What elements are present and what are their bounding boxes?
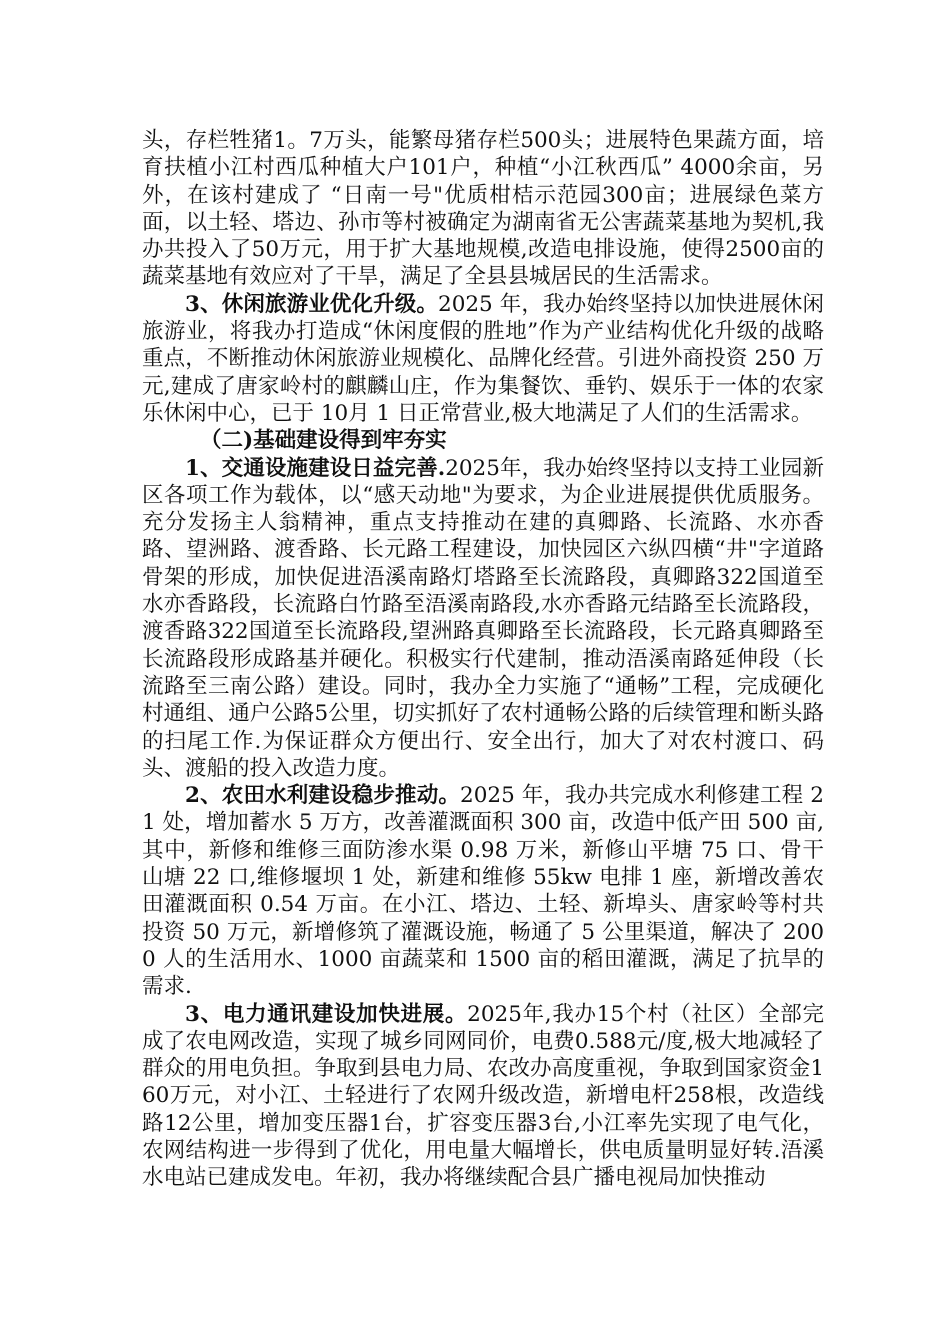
section-heading-infrastructure: （二)基础建设得到牢夯实 bbox=[200, 428, 447, 454]
paragraph-text: 头，存栏牲猪1。7万头，能繁母猪存栏500头；进展特色果蔬方面，培育扶植小江村西瓜种植大户101户，种植“小江秋西瓜” 4000余亩，另外，在该村建成了 “日南一号"优质柑桔示范园300亩；进展绿色菜方面，以土轻、塔边、孙市等村被确定为湖南省无公害蔬菜基地为契机,我办共投入了50万元，用于扩大基地规模,改造电排设施，使得2500亩的蔬菜基地有效应对了干旱，满足了全县县城居民的生活需求。 bbox=[142, 128, 824, 290]
paragraph-power-telecom bbox=[142, 1001, 824, 1192]
paragraph-transport bbox=[142, 455, 824, 783]
paragraph-lead: 3、休闲旅游业优化升级。 bbox=[185, 291, 439, 317]
paragraph-water-conservancy bbox=[142, 782, 824, 1000]
paragraph-text: 2025 年，我办始终坚持以加快进展休闲旅游业，将我办打造成“休闲度假的胜地”作为产业结构优化升级的战略重点，不断推动休闲旅游业规模化、品牌化经营。引进外商投资 250 万元,建成了唐家岭村的麒麟山庄，作为集餐饮、垂钓、娱乐于一体的农家乐休闲中心，已于 10月 1 日正常营业,极大地满足了人们的生活需求。 bbox=[142, 291, 824, 426]
paragraph-lead: 1、交通设施建设日益完善. bbox=[185, 455, 446, 481]
paragraph-livestock-fruit-vegetables bbox=[142, 127, 824, 291]
paragraph-text: 2025年,我办15个村（社区）全部完成了农电网改造，实现了城乡同网同价，电费0.588元/度,极大地减轻了群众的用电负担。争取到县电力局、农改办高度重视，争取到国家资金160万元，对小江、土轻进行了农网升级改造，新增电杆258根，改造线路12公里，增加变压器1台，扩容变压器3台,小江率先实现了电气化，农网结构进一步得到了优化，用电量大幅增长，供电质量明显好转.浯溪水电站已建成发电。年初，我办将继续配合县广播电视局加快推动 bbox=[142, 1001, 824, 1191]
paragraph-text: 2025 年，我办共完成水利修建工程 21 处，增加蓄水 5 万方，改善灌溉面积 300 亩，改造中低产田 500 亩,其中，新修和维修三面防渗水渠 0.98 万米，新修山平塘 75 口、骨干山塘 22 口,维修堰坝 1 处，新建和维修 55kw 电排 1 座，新增改善农田灌溉面积 0.54 万亩。在小江、塔边、土轻、新埠头、唐家岭等村共投资 50 万元，新增修筑了灌溉设施，畅通了 5 公里渠道，解决了 2000 人的生活用水、1000 亩蔬菜和 1500 亩的稻田灌溉，满足了抗旱的需求. bbox=[142, 783, 824, 1000]
paragraph-text: 2025年，我办始终坚持以支持工业园新区各项工作为载体，以“感天动地"为要求，为企业进展提供优质服务。充分发扬主人翁精神，重点支持推动在建的真卿路、长流路、水亦香路、望洲路、渡香路、长元路工程建设，加快园区六纵四横“井"字道路骨架的形成，加快促进浯溪南路灯塔路至长流路段，真卿路322国道至水亦香路段，长流路白竹路至浯溪南路段,水亦香路元结路至长流路段，渡香路322国道至长流路段,望洲路真卿路至长流路段，长元路真卿路至长流路段形成路基并硬化。积极实行代建制，推动浯溪南路延伸段（长流路至三南公路）建设。同时，我办全力实施了“通畅”工程，完成硬化村通组、通户公路5公里，切实抓好了农村通畅公路的后续管理和断头路的扫尾工作.为保证群众方便出行、安全出行，加大了对农村渡口、码头、渡船的投入改造力度。 bbox=[142, 455, 824, 781]
paragraph-leisure-tourism bbox=[142, 291, 824, 427]
paragraph-lead: 3、电力通讯建设加快进展。 bbox=[185, 1001, 468, 1027]
paragraph-lead: 2、农田水利建设稳步推动。 bbox=[185, 783, 461, 809]
